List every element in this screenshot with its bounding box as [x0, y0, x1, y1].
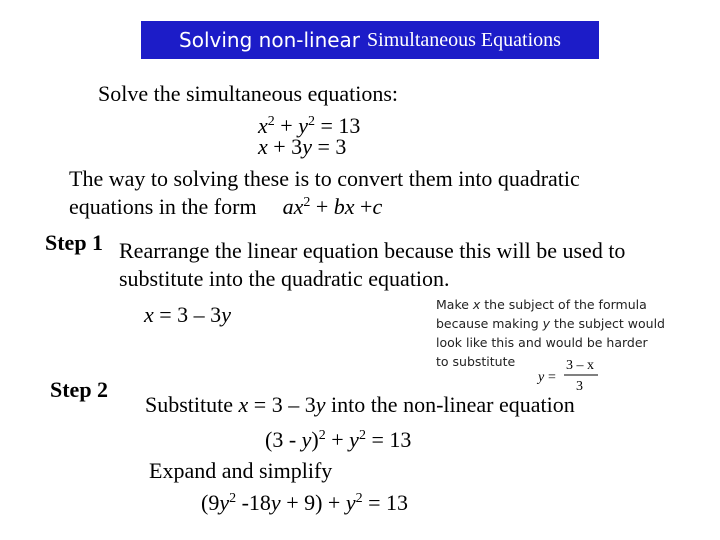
text: + [325, 427, 350, 452]
text: = 3 – 3 [248, 392, 316, 417]
text: + 9) + [280, 490, 346, 515]
var-x: x [258, 113, 268, 138]
note-text: the subject of the formula [480, 297, 647, 312]
text: (9 [201, 490, 220, 515]
intro-text: Solve the simultaneous equations: [98, 81, 399, 106]
var-x: x [258, 134, 268, 159]
note-line-2 [436, 314, 665, 333]
step-2-label: Step 2 [50, 377, 109, 402]
exponent: 2 [355, 491, 363, 506]
var-y: y [298, 113, 308, 138]
plus: + [274, 113, 299, 138]
var-y: y [349, 427, 359, 452]
text: = 13 [365, 427, 412, 452]
text: (3 - [265, 427, 302, 452]
exponent: 2 [303, 195, 311, 210]
exponent: 2 [318, 428, 326, 443]
text: = 13 [362, 490, 409, 515]
title-serif-part: Simultaneous Equations [367, 28, 561, 51]
exponent: 2 [267, 114, 275, 129]
var-y: y [270, 490, 281, 515]
step-1-label: Step 1 [45, 230, 104, 255]
note-text: Make [436, 297, 473, 312]
var-x: x [144, 302, 154, 327]
exponent: 2 [229, 491, 237, 506]
note-text: because making [436, 316, 543, 331]
title-bar [141, 21, 599, 59]
note-line-1 [436, 295, 665, 314]
step-2-equation-2 [201, 490, 408, 516]
text: into the non-linear equation [325, 392, 575, 417]
exponent: 2 [307, 114, 315, 129]
var-x: x [344, 194, 355, 219]
var-x: x [238, 392, 249, 417]
coef-a: a [282, 194, 294, 219]
alt-formula-numerator: 3 – x [566, 358, 594, 373]
step-1-result [144, 302, 231, 328]
equation-2 [258, 134, 346, 160]
var-y: y [345, 490, 356, 515]
plus-3: + 3 [267, 134, 303, 159]
var-y: y [301, 427, 312, 452]
exponent: 2 [358, 428, 366, 443]
var-y: y [302, 134, 312, 159]
var-y: y [221, 302, 231, 327]
step-1-line-2: substitute into the quadratic equation. [119, 266, 450, 291]
var-x: x [472, 297, 481, 312]
var-y: y [315, 392, 326, 417]
equals-3: = 3 [311, 134, 347, 159]
title-sans-part: Solving non-linear [179, 28, 361, 52]
var-y: y [219, 490, 230, 515]
plus: + [354, 194, 373, 219]
explain-line-2 [69, 194, 382, 220]
coef-c: c [372, 194, 383, 219]
explain-line-1: The way to solving these is to convert them into quadratic [69, 166, 580, 191]
note-line-3: look like this and would be harder [436, 335, 648, 350]
text: ) [311, 427, 319, 452]
text: Substitute [145, 392, 239, 417]
var-x: x [293, 194, 304, 219]
explain-line-2-text: equations in the form [69, 194, 257, 219]
step-1-line-1: Rearrange the linear equation because this will be used to [119, 238, 626, 263]
note-line-4: to substitute [436, 354, 516, 369]
equals-13: = 13 [314, 113, 361, 138]
var-y: y [542, 316, 551, 331]
alt-formula [536, 356, 600, 396]
expand-simplify-text: Expand and simplify [149, 458, 333, 483]
alt-formula-denominator: 3 [576, 379, 583, 394]
coef-b: b [333, 194, 345, 219]
step-2-equation-1 [265, 427, 411, 453]
plus: + [310, 194, 334, 219]
result-rhs: = 3 – 3 [153, 302, 222, 327]
text: -18 [236, 490, 271, 515]
alt-formula-lhs: y [538, 370, 545, 385]
step-2-line-1 [145, 392, 575, 418]
note-text: the subject would [550, 316, 665, 331]
alt-formula-eq: = [548, 370, 556, 385]
